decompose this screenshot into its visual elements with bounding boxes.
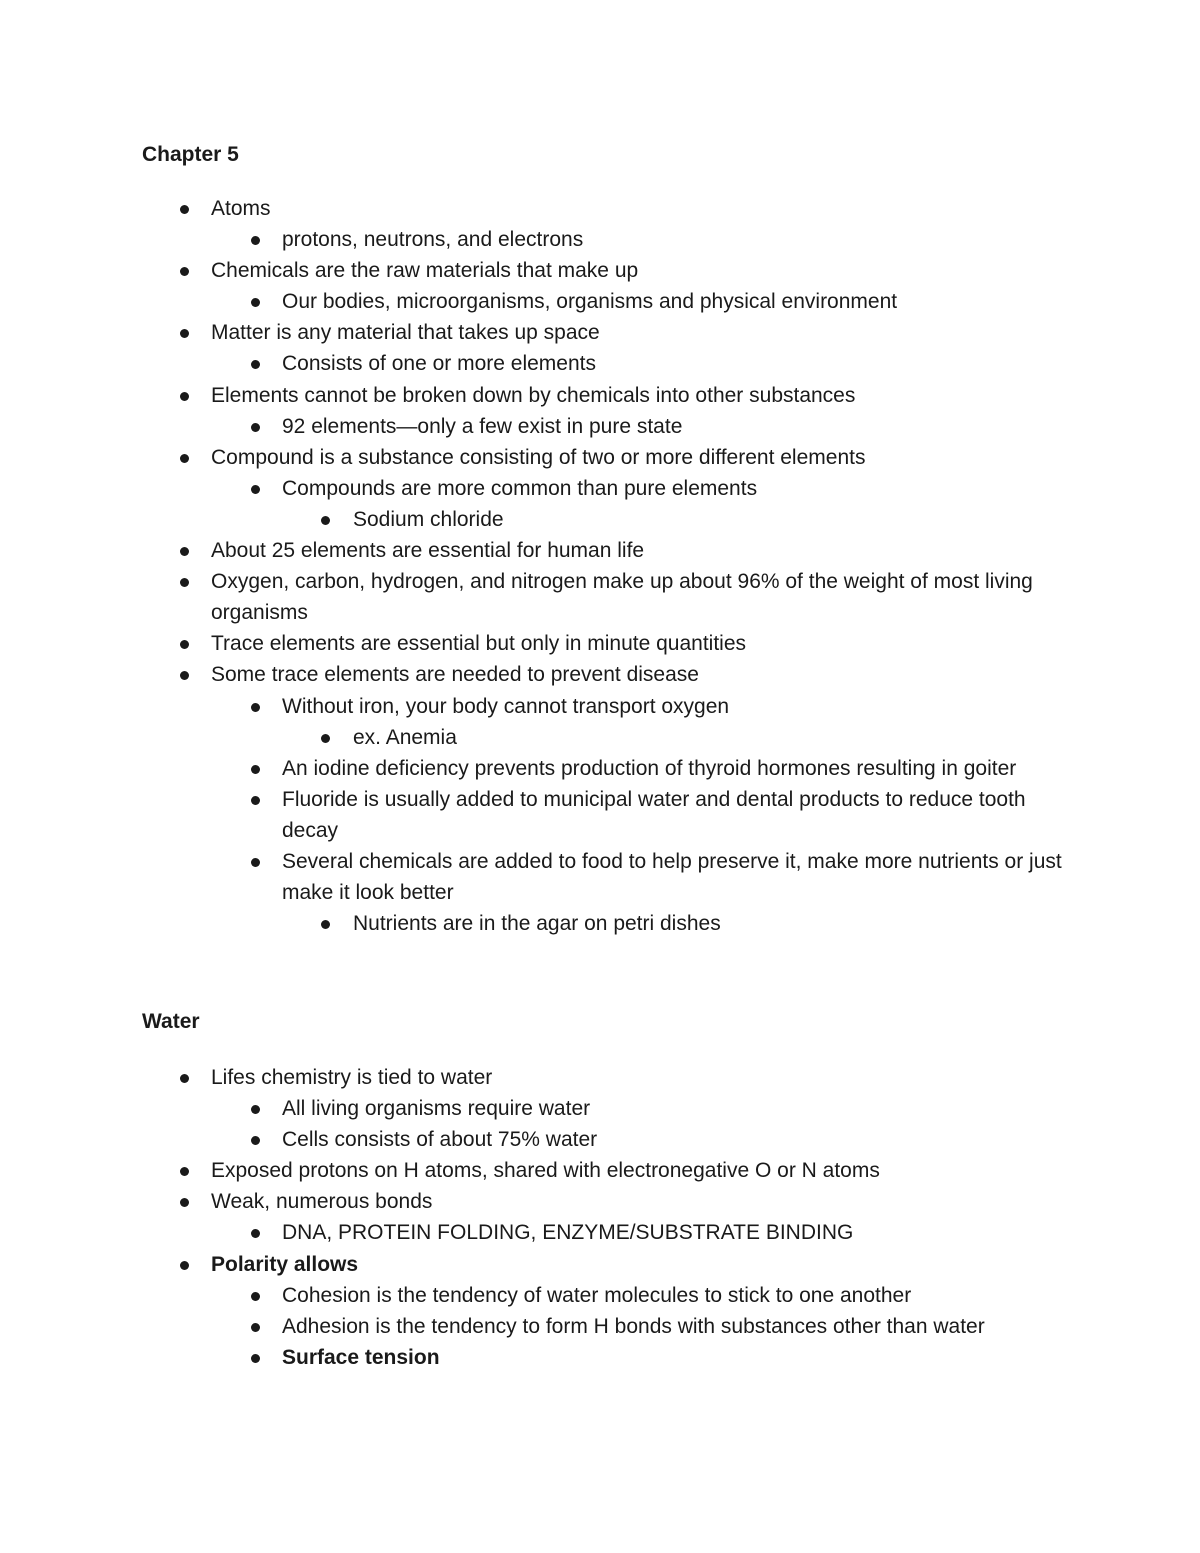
bullet-icon	[180, 578, 189, 587]
list-item-text: Chemicals are the raw materials that make up	[211, 259, 639, 283]
bullet-icon	[251, 360, 260, 369]
bullet-icon	[251, 1105, 260, 1114]
list-item-text: Polarity allows	[211, 1252, 359, 1276]
list-item-text: Without iron, your body cannot transport oxygen	[282, 694, 730, 718]
list-item-text: protons, neutrons, and electrons	[282, 228, 584, 252]
list-item	[0, 193, 1071, 224]
list-item	[0, 380, 1071, 411]
list-item-text: Oxygen, carbon, hydrogen, and nitrogen make up about 96% of the weight of most living organisms	[211, 570, 1033, 625]
bullet-icon	[251, 858, 260, 867]
list-item-text: Matter is any material that takes up space	[211, 321, 600, 345]
list-item	[0, 566, 1071, 628]
list-item-text: Consists of one or more elements	[282, 352, 596, 376]
list-item	[0, 846, 1072, 908]
list-item	[0, 1155, 1071, 1186]
bullet-icon	[321, 516, 330, 525]
list-item-text: Some trace elements are needed to prevent disease	[211, 663, 699, 687]
bullet-icon	[251, 485, 260, 494]
bullet-icon	[251, 423, 260, 432]
list-item	[0, 1280, 1072, 1311]
list-item	[0, 1186, 1071, 1217]
list-item	[0, 535, 1071, 566]
bullet-icon	[180, 392, 189, 401]
bullet-icon	[180, 1074, 189, 1083]
bullet-icon	[321, 920, 330, 929]
list-item-text: Several chemicals are added to food to help preserve it, make more nutrients or just make it look better	[282, 849, 1062, 905]
list-item-text: Surface tension	[282, 1345, 440, 1369]
bullet-icon	[180, 547, 189, 556]
water-bullet-list	[0, 1062, 1200, 1373]
list-item	[0, 691, 1072, 722]
list-item-text: Fluoride is usually added to municipal water and dental products to reduce tooth decay	[282, 787, 1026, 842]
list-item	[0, 286, 1072, 317]
list-item	[0, 411, 1072, 442]
list-item	[0, 628, 1071, 659]
list-item	[0, 317, 1071, 348]
list-item	[0, 348, 1072, 379]
list-item-text: Atoms	[211, 197, 271, 220]
list-item-text: Compound is a substance consisting of two or more different elements	[211, 445, 866, 469]
list-item-text: Trace elements are essential but only in minute quantities	[211, 632, 747, 656]
chapter-bullet-list	[0, 193, 1200, 939]
list-item-text: DNA, PROTEIN FOLDING, ENZYME/SUBSTRATE BINDING	[282, 1221, 854, 1245]
list-item-text: Sodium chloride	[353, 507, 504, 531]
bullet-icon	[180, 640, 189, 649]
bullet-icon	[251, 1136, 260, 1145]
list-item-text: All living organisms require water	[282, 1097, 591, 1121]
list-item	[0, 908, 1073, 939]
bullet-icon	[180, 454, 189, 463]
bullet-icon	[251, 765, 260, 774]
list-item-text: Weak, numerous bonds	[211, 1190, 433, 1214]
list-item	[0, 473, 1072, 504]
list-item	[0, 1249, 1071, 1280]
list-item	[0, 1342, 1072, 1373]
list-item	[0, 1311, 1072, 1342]
bullet-icon	[321, 734, 330, 743]
list-item-text: Cells consists of about 75% water	[282, 1128, 598, 1152]
list-item-text: An iodine deficiency prevents production of thyroid hormones resulting in goiter	[282, 756, 1017, 780]
bullet-icon	[251, 1229, 260, 1238]
bullet-icon	[180, 205, 189, 214]
bullet-icon	[251, 1292, 260, 1301]
bullet-icon	[180, 267, 189, 276]
bullet-icon	[251, 1323, 260, 1332]
bullet-icon	[180, 1261, 189, 1270]
list-item	[0, 1217, 1072, 1248]
water-section-title: Water	[142, 1010, 200, 1033]
bullet-icon	[251, 796, 260, 805]
list-item-text: Exposed protons on H atoms, shared with electronegative O or N atoms	[211, 1159, 880, 1183]
bullet-icon	[251, 298, 260, 307]
list-item-text: ex. Anemia	[353, 725, 457, 749]
list-item-text: Elements cannot be broken down by chemicals into other substances	[211, 383, 856, 407]
bullet-icon	[251, 1354, 260, 1363]
bullet-icon	[180, 329, 189, 338]
chapter-title: Chapter 5	[142, 143, 239, 166]
list-item-text: Adhesion is the tendency to form H bonds with substances other than water	[282, 1314, 985, 1338]
list-item-text: Nutrients are in the agar on petri dishes	[353, 912, 721, 936]
list-item	[0, 722, 1073, 753]
list-item	[0, 442, 1071, 473]
list-item-text: Compounds are more common than pure elements	[282, 476, 758, 500]
list-item-text: Cohesion is the tendency of water molecules to stick to one another	[282, 1283, 912, 1307]
bullet-icon	[180, 1198, 189, 1207]
list-item	[0, 659, 1071, 690]
list-item-text: 92 elements—only a few exist in pure state	[282, 414, 683, 438]
list-item	[0, 1093, 1072, 1124]
list-item-text: Our bodies, microorganisms, organisms and physical environment	[282, 290, 898, 314]
list-item	[0, 753, 1072, 784]
bullet-icon	[180, 671, 189, 680]
list-item	[0, 1124, 1072, 1155]
bullet-icon	[180, 1167, 189, 1176]
bullet-icon	[251, 703, 260, 712]
list-item	[0, 224, 1072, 255]
list-item-text: About 25 elements are essential for human life	[211, 539, 645, 563]
list-item-text: Lifes chemistry is tied to water	[211, 1066, 493, 1089]
list-item	[0, 784, 1072, 846]
list-item	[0, 504, 1073, 535]
bullet-icon	[251, 236, 260, 245]
list-item	[0, 1062, 1071, 1093]
list-item	[0, 255, 1071, 286]
